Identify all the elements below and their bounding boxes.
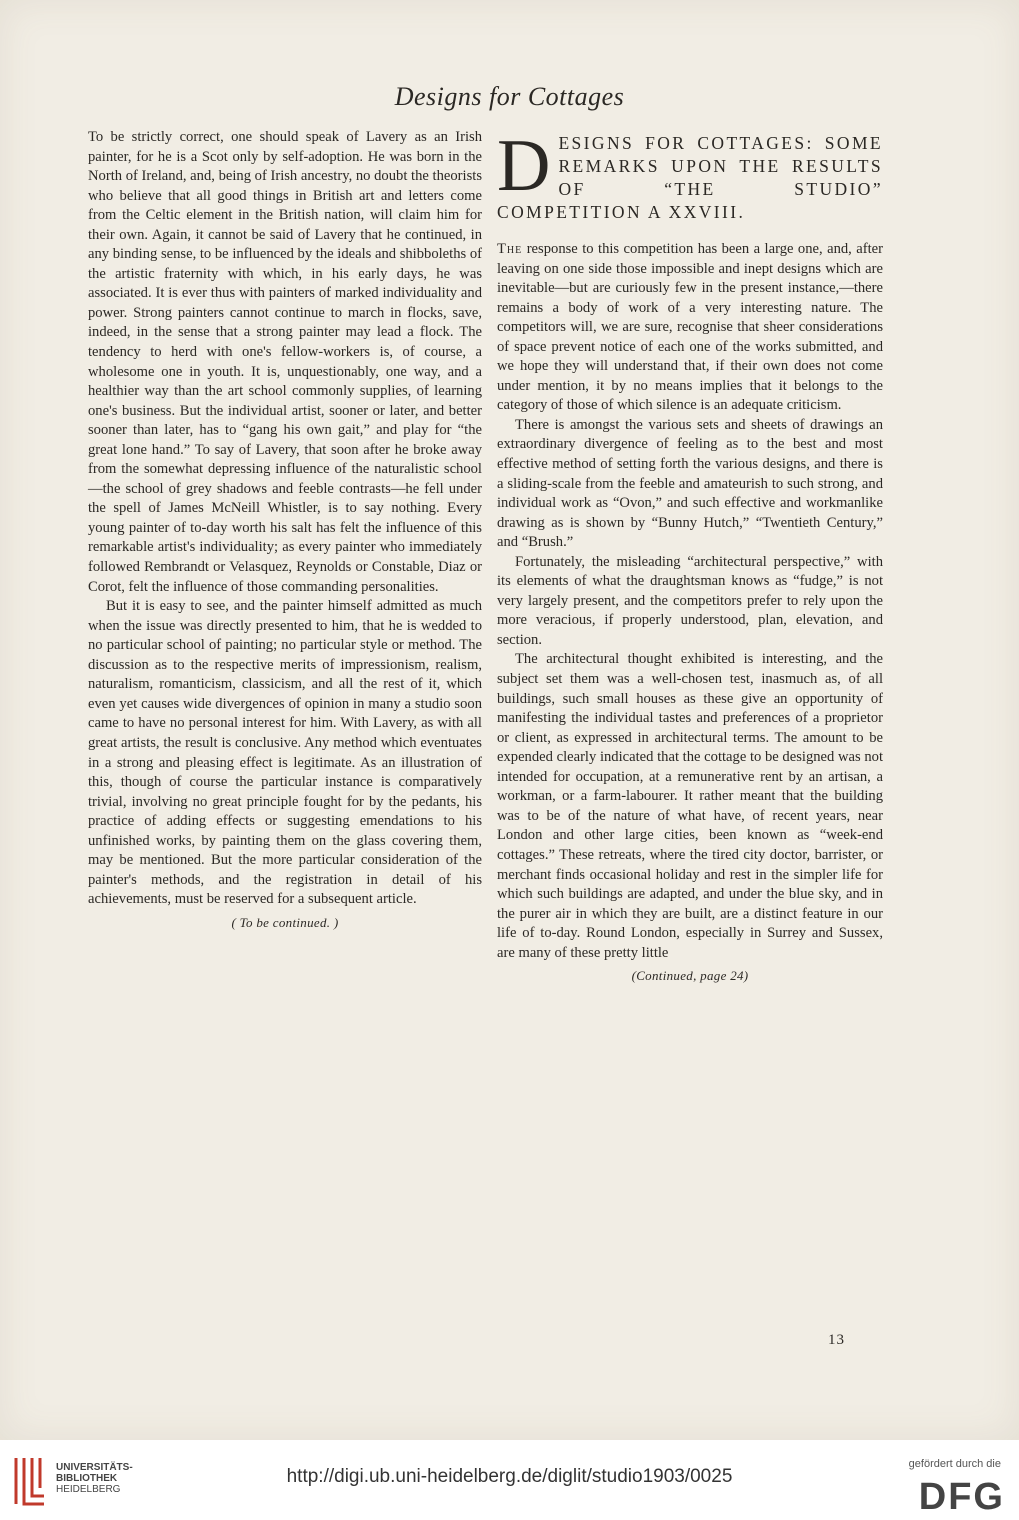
institution-line-3: HEIDELBERG bbox=[56, 1484, 121, 1495]
to-be-continued-note: ( To be continued. ) bbox=[231, 914, 339, 930]
right-paragraph-1 bbox=[497, 240, 883, 416]
footer-bar bbox=[0, 1440, 1019, 1520]
drop-cap: D bbox=[497, 125, 551, 207]
dfg-logo-icon: DFG bbox=[918, 1476, 1005, 1518]
article-heading bbox=[497, 125, 883, 224]
running-head: Designs for Cottages bbox=[394, 82, 625, 111]
right-paragraph-2: There is amongst the various sets and sheets of drawings an extraordinary divergence of feeling as to the best and most effective method of setting forth the various designs, and there is a sliding-scale from the feeble and amateurish to such strong, and individual work as “Ovon,” and such effective and workmanlike drawing as is shown by “Bunny Hutch,” “Twentieth Century,” and “Brush.” bbox=[497, 416, 883, 551]
page-number: 13 bbox=[828, 1332, 845, 1348]
institution-line-2: BIBLIOTHEK bbox=[56, 1473, 118, 1484]
institution-line-1: UNIVERSITÄTS- bbox=[56, 1462, 133, 1473]
article-heading-text: ESIGNS FOR COTTAGES: SOME REMARKS UPON THE RESULTS OF “THE STUDIO” COMPETITION A XXVIII. bbox=[497, 133, 883, 222]
left-paragraph-1: To be strictly correct, one should speak of Lavery as an Irish painter, for he is a Scot only by self-adoption. He was born in the North of Ireland, and, being of Irish ancestry, no doubt the theorists who believe that all good things in British art and letters come from the Celtic element in the British nation, will claim him for their own. Again, it cannot be said of Lavery that he continued, in any binding sense, to be influenced by the ideals and shibboleths of the artistic fraternity with which, in his early days, he was associated. It is ever thus with painters of marked individuality and power. Strong painters cannot continue to march in flocks, save, indeed, in the sense that a strong painter may lead a flock. The tendency to herd with one's fellow-workers is, of course, a wholesome one in youth. It is, unquestionably, one way, and a healthier way than the art school commonly supplies, of learning one's business. But the individual artist, sooner or later, and better sooner than later, has to “gang his own gait,” and play for “the great lone hand.” To say of Lavery, that soon after he broke away from the somewhat depressing influence of the naturalistic school—the school of grey shadows and feeble contrasts—he fell under the spell of James McNeill Whistler, is to say nothing. Every young painter of to-day worth his salt has felt the influence of this remarkable artist's individuality; as every painter who immediately followed Rembrandt or Velasquez, Reynolds or Constable, Diaz or Corot, felt the influence of those commanding personalities. bbox=[88, 129, 482, 595]
right-paragraph-4: The architectural thought exhibited is interesting, and the subject set them was a well-chosen test, inasmuch as, of all buildings, such small houses as these give an opportunity of manifesting the individual tastes and preferences of a proprietor or client, as expressed in architectural terms. The amount to be expended clearly indicated that the cottage to be designed was not intended for occupation, at a remunerative rent by an artisan, a workman, or a farm-labourer. It rather meant that the building was to be of the nature of what have, of recent years, near London and other large cities, been known as “week-end cottages.” These retreats, where the tired city doctor, barrister, or merchant finds occasional holiday and rest in the simpler life for which such buildings are adapted, and under the blue sky, and in the purer air in which they are built, are a distinct feature in our life of to-day. Round London, especially in Surrey and Sussex, are many of these pretty little bbox=[497, 651, 883, 961]
left-column bbox=[88, 128, 482, 932]
continued-page-note: (Continued, page 24) bbox=[631, 968, 749, 984]
funder-note: gefördert durch die bbox=[908, 1458, 1001, 1470]
source-url-link[interactable]: http://digi.ub.uni-heidelberg.de/diglit/studio1903/0025 bbox=[286, 1466, 733, 1487]
left-paragraph-2: But it is easy to see, and the painter himself admitted as much when the issue was directly presented to him, that he is wedded to no particular school of painting; no particular style or method. The discussion as to the respective merits of impressionism, realism, naturalism, romanticism, classicism, and all the rest of it, which even yet causes wide divergences of opinion in many a studio soon came to have no personal interest for him. With Lavery, as with all great artists, the result is conclusive. Any method which eventuates in a strong and pleasing effect is legitimate. As an illustration of this, though of course the particular instance is comparatively trivial, involving no great principle fought for by the pedants, his practice of adding effects or suggesting emendations to his unfinished works, by painting them on the glass covering them, may be mentioned. But the more particular consideration of the painter's methods, and the registration in detail of his achievements, must be reserved for a subsequent article. bbox=[88, 598, 482, 908]
lead-word: The bbox=[497, 241, 523, 257]
right-column bbox=[497, 125, 883, 986]
right-paragraph-3: Fortunately, the misleading “architectural perspective,” with its elements of what the draughtsman knows as “fudge,” is not very largely present, and the competitors prefer to rely upon the more veracious, if properly understood, plan, elevation, and section. bbox=[497, 553, 883, 648]
right-paragraph-1-text: response to this competition has been a large one, and, after leaving on one side those impossible and inept designs which are inevitable—but are curiously few in the present instance,—there remains a body of work of a very interesting nature. The competitors will, we are sure, recognise that sheer considerations of space prevent notice of each one of the works submitted, and we hope they will understand that, if their own does not come under mention, it by no means implies that it belongs to the category of those of which silence is an adequate criticism. bbox=[497, 241, 883, 414]
